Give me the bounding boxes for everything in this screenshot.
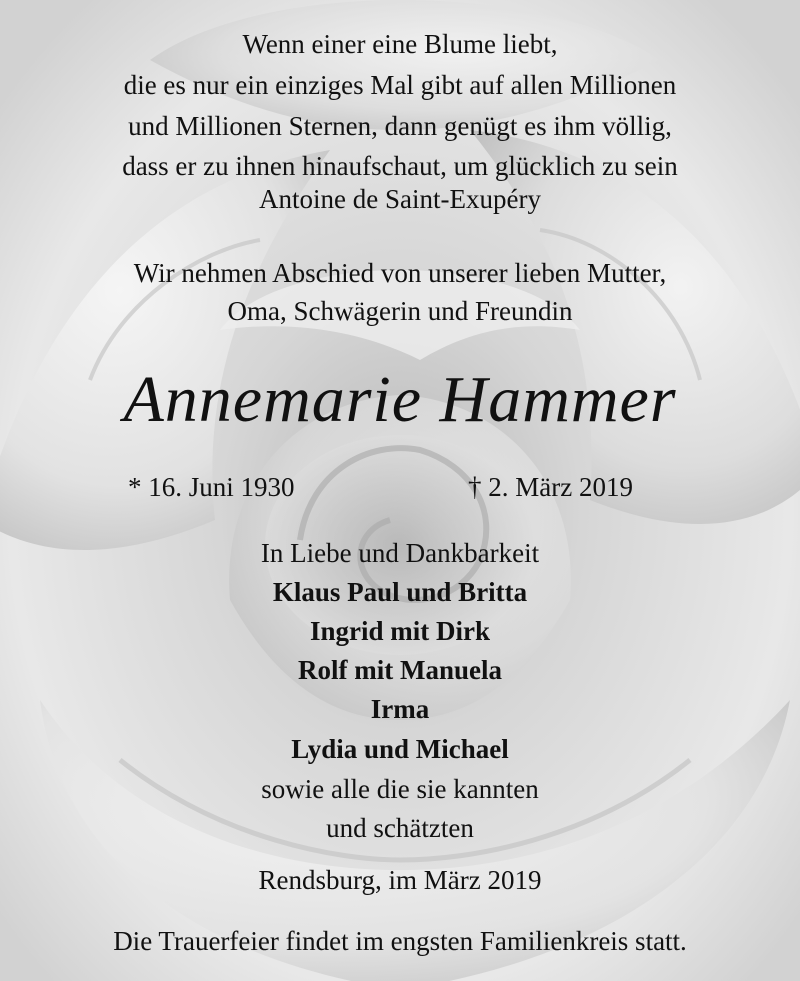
quote-line-4: dass er zu ihnen hinaufschaut, um glücklich zu sein <box>122 151 678 181</box>
ceremony-note: Die Trauerfeier findet im engsten Familienkreis statt. <box>113 926 687 956</box>
intro-line-2: Oma, Schwägerin und Freundin <box>227 296 573 326</box>
mourners-closing-line-2: und schätzten <box>326 813 474 843</box>
place-and-date: Rendsburg, im März 2019 <box>258 865 542 895</box>
quote-line-1: Wenn einer eine Blume liebt, <box>242 29 558 59</box>
mourner-name: Irma <box>370 694 430 724</box>
intro-line-1: Wir nehmen Abschied von unserer lieben Mutter, <box>133 258 667 288</box>
birth-date: * 16. Juni 1930 <box>128 472 295 502</box>
quote-line-2: die es nur ein einziges Mal gibt auf allen Millionen <box>123 70 677 100</box>
quote-line-3: und Millionen Sternen, dann genügt es ihm völlig, <box>128 111 672 141</box>
quote-author: Antoine de Saint-Exupéry <box>259 184 541 214</box>
mourner-name: Rolf mit Manuela <box>298 655 502 685</box>
mourner-name: Ingrid mit Dirk <box>309 616 490 646</box>
mourners-closing-line-1: sowie alle die sie kannten <box>261 774 539 804</box>
mourner-name: Klaus Paul und Britta <box>272 577 528 607</box>
deceased-name: Annemarie Hammer <box>123 363 677 436</box>
mourner-name: Lydia und Michael <box>291 734 509 764</box>
mourners-intro: In Liebe und Dankbarkeit <box>260 538 540 568</box>
death-date: † 2. März 2019 <box>468 472 633 502</box>
